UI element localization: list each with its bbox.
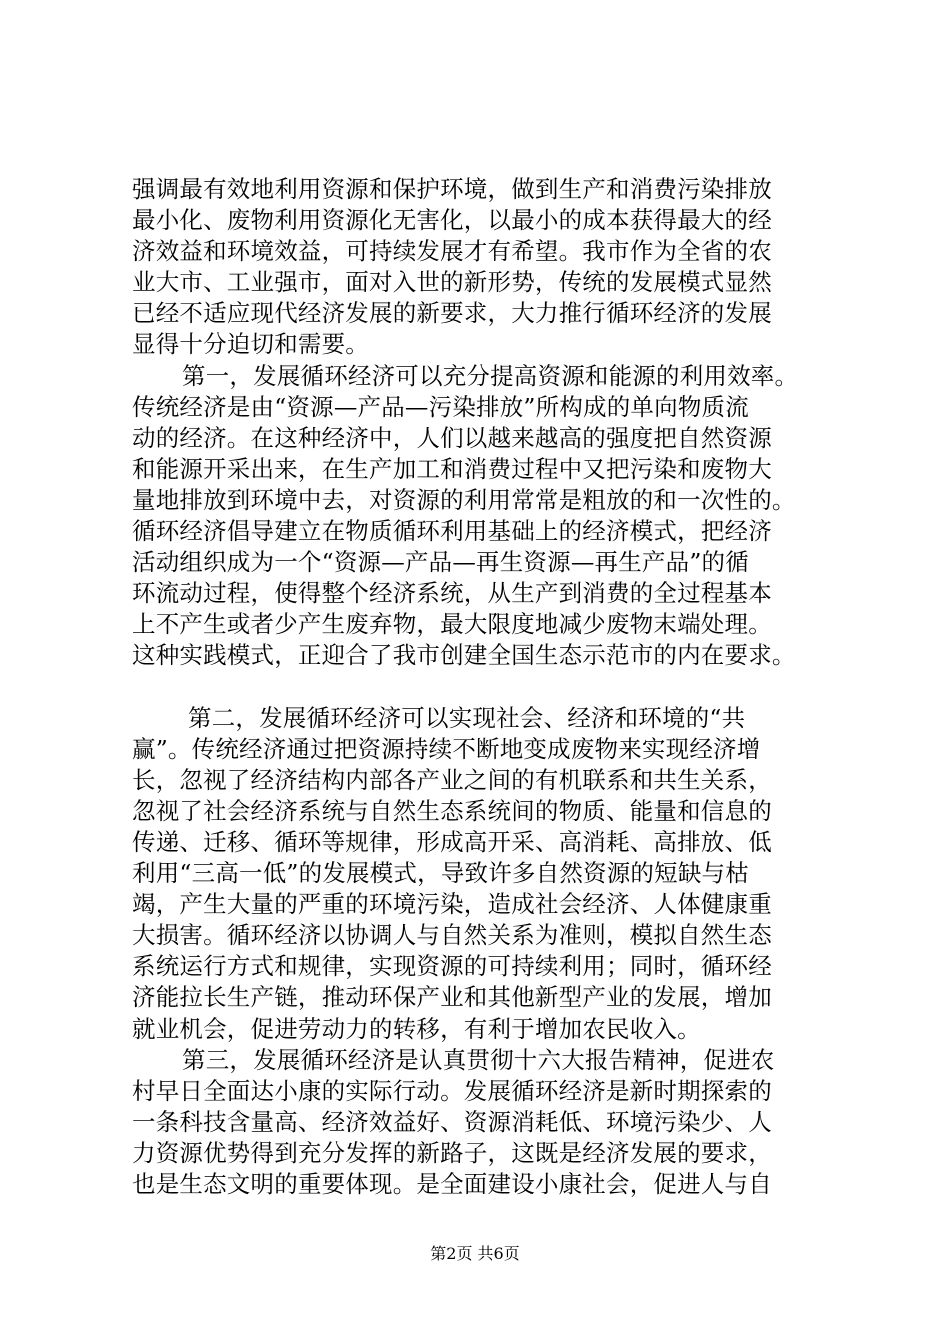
paragraph-2-line-4: 和能源开采出来，在生产加工和消费过程中又把污染和废物大 — [132, 454, 772, 483]
paragraph-3-line-1: 第二，发展循环经济可以实现社会、经济和环境的“共 — [188, 703, 746, 732]
paragraph-2-line-6: 循环经济倡导建立在物质循环利用基础上的经济模式，把经济 — [132, 517, 772, 546]
paragraph-2-line-1: 第一，发展循环经济可以充分提高资源和能源的利用效率。 — [182, 361, 799, 390]
paragraph-2-line-3: 动的经济。在这种经济中，人们以越来越高的强度把自然资源 — [132, 423, 772, 452]
paragraph-3-line-6: 利用“三高一低”的发展模式，导致许多自然资源的短缺与枯 — [132, 859, 749, 888]
paragraph-2-line-9: 上不产生或者少产生废弃物，最大限度地减少废物末端处理。 — [132, 610, 772, 639]
paragraph-1-line-6: 显得十分迫切和需要。 — [132, 330, 369, 359]
paragraph-1-line-3: 济效益和环境效益，可持续发展才有希望。我市作为全省的农 — [132, 237, 772, 266]
body-text — [132, 174, 832, 1200]
paragraph-3-line-8: 大损害。循环经济以协调人与自然关系为准则，模拟自然生态 — [132, 921, 772, 950]
paragraph-3-line-2: 赢”。传统经济通过把资源持续不断地变成废物来实现经济增 — [132, 734, 761, 763]
paragraph-3-line-3: 长，忽视了经济结构内部各产业之间的有机联系和共生关系， — [132, 765, 772, 794]
paragraph-3-line-5: 传递、迁移、循环等规律，形成高开采、高消耗、高排放、低 — [132, 827, 772, 856]
paragraph-1-line-4: 业大市、工业强市，面对入世的新形势，传统的发展模式显然 — [132, 268, 772, 297]
paragraph-1-line-5: 已经不适应现代经济发展的新要求，大力推行循环经济的发展 — [132, 299, 772, 328]
paragraph-2-line-2: 传统经济是由“资源—产品—污染排放”所构成的单向物质流 — [132, 392, 749, 421]
paragraph-4-line-5: 也是生态文明的重要体现。是全面建设小康社会，促进人与自 — [132, 1170, 772, 1198]
paragraph-1-line-1: 强调最有效地利用资源和保护环境，做到生产和消费污染排放 — [132, 175, 772, 203]
paragraph-2-line-10: 这种实践模式，正迎合了我市创建全国生态示范市的内在要求。 — [132, 641, 796, 670]
paragraph-3-line-4: 忽视了社会经济系统与自然生态系统间的物质、能量和信息的 — [132, 796, 772, 825]
paragraph-1-line-2: 最小化、废物利用资源化无害化，以最小的成本获得最大的经 — [132, 206, 772, 235]
paragraph-2-line-8: 环流动过程，使得整个经济系统，从生产到消费的全过程基本 — [132, 579, 772, 608]
paragraph-3-line-9: 系统运行方式和规律，实现资源的可持续利用；同时，循环经 — [132, 952, 772, 981]
paragraph-spacer — [132, 672, 832, 703]
paragraph-4-line-2: 村早日全面达小康的实际行动。发展循环经济是新时期探索的 — [132, 1076, 772, 1105]
paragraph-4-line-3: 一条科技含量高、经济效益好、资源消耗低、环境污染少、人 — [132, 1107, 772, 1136]
page-number-label: 第2页 共6页 — [430, 1244, 520, 1263]
paragraph-4-line-1: 第三，发展循环经济是认真贯彻十六大报告精神，促进农 — [182, 1045, 775, 1074]
paragraph-3-line-10: 济能拉长生产链，推动环保产业和其他新型产业的发展，增加 — [132, 983, 772, 1012]
page-footer — [0, 1244, 950, 1264]
paragraph-3-line-7: 竭，产生大量的严重的环境污染，造成社会经济、人体健康重 — [132, 890, 772, 919]
paragraph-2-line-5: 量地排放到环境中去，对资源的利用常常是粗放的和一次性的。 — [132, 485, 796, 514]
paragraph-3-line-11: 就业机会，促进劳动力的转移，有利于增加农民收入。 — [132, 1014, 701, 1043]
paragraph-4-line-4: 力资源优势得到充分发挥的新路子，这既是经济发展的要求， — [132, 1138, 772, 1167]
paragraph-2-line-7: 活动组织成为一个“资源—产品—再生资源—再生产品”的循 — [132, 548, 749, 577]
